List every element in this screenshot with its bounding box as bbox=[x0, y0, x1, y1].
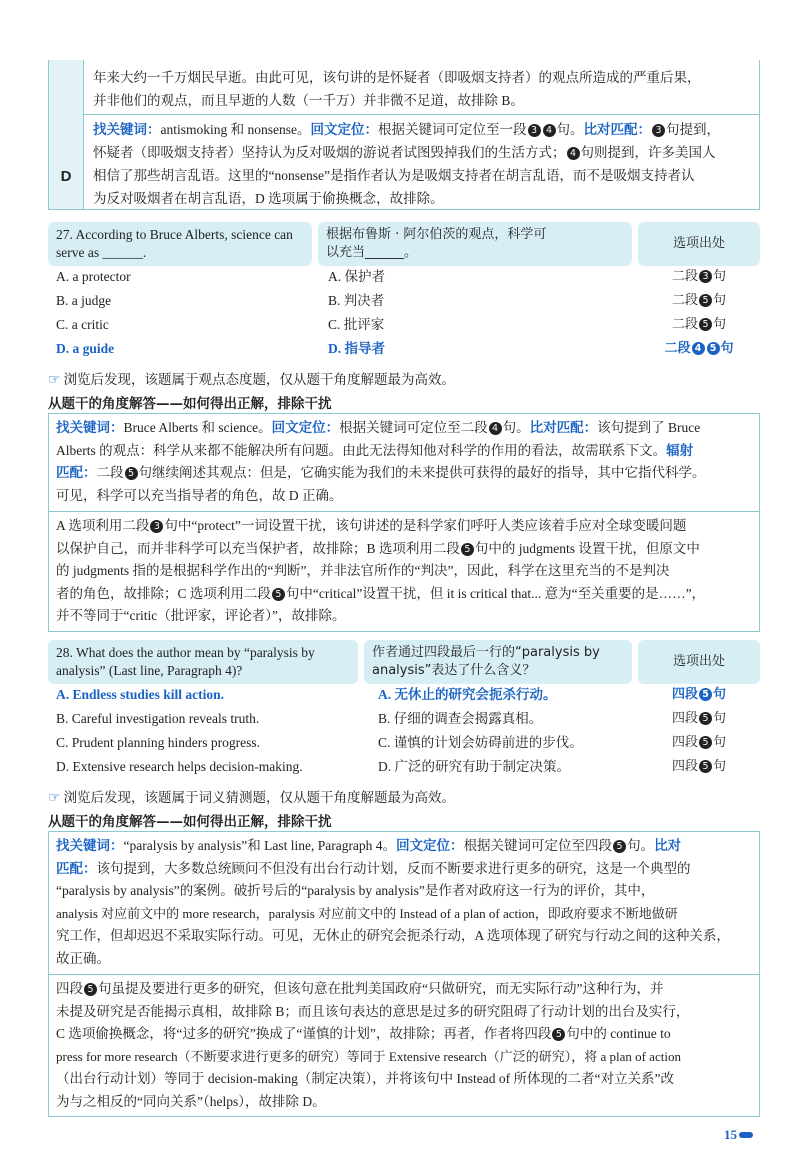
row-divider bbox=[83, 114, 759, 115]
pointing-hand-icon: ☞ bbox=[48, 790, 61, 806]
sentence-number-icon: 4 bbox=[692, 342, 705, 355]
sentence-number-icon: 5 bbox=[461, 543, 474, 556]
sentence-number-icon: 5 bbox=[272, 588, 285, 601]
sentence-number-icon: 3 bbox=[528, 124, 541, 137]
sentence-number-icon: 5 bbox=[699, 736, 712, 749]
q27-option-c: C. a critic C. 批评家 二段 5 句 bbox=[56, 317, 727, 332]
option-d-analysis: 找关键词：antismoking 和 nonsense。回文定位：根据关键词可定位至一段 3 4 句。比对匹配： 3 句提到， 怀疑者（即吸烟支持者）坚持认为反对吸烟的游说者试图毁掉我们的生活方式； 4 句则提到，许多美国人 相信了那些胡言乱语。这里的“nonsense”是指作者认为是吸烟支持者在胡言乱语，而不是吸烟支持者认 为反对吸烟者在胡言乱语，D 选项属于偷换概念，故排除。 bbox=[93, 122, 720, 206]
q28-source-header: 选项出处 bbox=[638, 640, 760, 684]
q26-table-continuation bbox=[48, 60, 760, 210]
sentence-number-icon: 5 bbox=[699, 688, 712, 701]
sentence-number-icon: 4 bbox=[543, 124, 556, 137]
q27-source-header: 选项出处 bbox=[638, 222, 760, 266]
q28-option-c: C. Prudent planning hinders progress. C. 谨慎的计划会妨碍前进的步伐。 四段 5 句 bbox=[56, 735, 727, 750]
sentence-number-icon: 5 bbox=[699, 760, 712, 773]
sentence-number-icon: 5 bbox=[699, 712, 712, 725]
q28-option-b: B. Careful investigation reveals truth. B. 仔细的调查会揭露真相。 四段 5 句 bbox=[56, 711, 727, 726]
answer-divider bbox=[49, 511, 759, 512]
sentence-number-icon: 5 bbox=[613, 840, 626, 853]
sentence-number-icon: 5 bbox=[552, 1028, 565, 1041]
sentence-number-icon: 5 bbox=[84, 983, 97, 996]
sentence-number-icon: 3 bbox=[652, 124, 665, 137]
q27-answer-box: 找关键词：Bruce Alberts 和 science。回文定位：根据关键词可定位至二段 4 句。比对匹配：该句提到了 Bruce Alberts 的观点：科学从来都不能解决所有问题。由此无法得知他对科学的作用的看法，故需联系下文。辐射 匹配：二段 5 句继续阐述其观点：但是，它确实能为我们的未来提供可获得的最好的指导，其中它指代科学。 可见，科学可以充当指导者的角色，故 D 正确。 A 选项利用二段 3 句中“protect”一词设置干扰，该句讲述的是科学家们呼吁人类应该着手应对全球变暖问题 以保护自己，而并非科学可以充当保护者，故排除；B 选项利用二段 5 句中的 judgments 设置干扰，但原文中 的 judgments 指的是根据科学作出的“判断”，并非法官所作的“判决”，因此，科学在这里充当的不是判决 者的角色，故排除；C 选项利用二段 5 句中“critical”设置干扰，但 it is critical that... 意为“至关重要的是……”， 并不等同于“critic（批评家，评论者）”，故排除。 bbox=[48, 413, 760, 632]
sentence-number-icon: 3 bbox=[699, 270, 712, 283]
q27-english-stem: 27. According to Bruce Alberts, science can serve as ______. bbox=[48, 222, 312, 266]
answer-divider bbox=[49, 974, 759, 975]
page-number: 15 bbox=[724, 1127, 753, 1143]
q27-option-a: A. a protector A. 保护者 二段 3 句 bbox=[56, 269, 727, 284]
q28-english-stem: 28. What does the author mean by “paralysis by analysis” (Last line, Paragraph 4)? bbox=[48, 640, 358, 684]
option-letter-column bbox=[49, 60, 84, 209]
q28-note: ☞ 浏览后发现，该题属于词义猜测题，仅从题干角度解题最为高效。 bbox=[48, 790, 456, 806]
sentence-number-icon: 3 bbox=[150, 520, 163, 533]
sentence-number-icon: 5 bbox=[699, 318, 712, 331]
option-letter-d: D bbox=[60, 168, 72, 185]
sentence-number-icon: 5 bbox=[699, 294, 712, 307]
q27-header bbox=[48, 222, 760, 266]
q27-chinese-stem: 根据布鲁斯 · 阿尔伯茨的观点，科学可 以充当______。 bbox=[318, 222, 632, 266]
q28-answer-box: 找关键词：“paralysis by analysis”和 Last line, Paragraph 4。回文定位：根据关键词可定位至四段 5 句。比对 匹配：该句提到，大多数总统顾问不但没有出台行动计划，反而不断要求进行更多的研究，这是一个典型的 “paralysis by analysis”的案例。破折号后的“paralysis by analysis”是作者对政府这一行为的评价，其中， analysis 对应前文中的 more research，paralysis 对应前文中的 Instead of a plan of action，即政府要求不断地做研 究工作，但却迟迟不采取实际行动。可见，无休止的研究会扼杀行动，A 选项体现了研究与行动之间的这种关系， 故正确。 四段 5 句虽提及要进行更多的研究，但该句意在批判美国政府“只做研究，而无实际行动”这种行为，并 未提及研究是否能揭示真相，故排除 B；而且该句表达的意思是过多的研究阻碍了行动计划的出台及实行， C 选项偷换概念，将“过多的研究”换成了“谨慎的计划”，故排除；再者，作者将四段 5 句中的 continue to press for more research（不断要求进行更多的研究）等同于 Extensive research（广泛的研究），将 a plan of action （出台行动计划）等同于 decision-making（制定决策），并将该句中 Instead of 所体现的二者“对立关系”改 为与之相反的“同向关系”（helps），故排除 D。 bbox=[48, 831, 760, 1117]
sentence-number-icon: 5 bbox=[707, 342, 720, 355]
sentence-number-icon: 4 bbox=[567, 147, 580, 160]
sentence-number-icon: 5 bbox=[125, 467, 138, 480]
q27-subhead: 从题干的角度解答——如何得出正解，排除干扰 bbox=[48, 396, 332, 412]
option-c-analysis: 年来大约一千万烟民早逝。由此可见，该句讲的是怀疑者（即吸烟支持者）的观点所造成的严重后果， 并非他们的观点，而且早逝的人数（一千万）并非微不足道，故排除 B。 bbox=[93, 70, 701, 108]
q28-chinese-stem: 作者通过四段最后一行的“paralysis by analysis”表达了什么含义？ bbox=[364, 640, 632, 684]
q28-subhead: 从题干的角度解答——如何得出正解，排除干扰 bbox=[48, 814, 332, 830]
page-marker-icon bbox=[739, 1132, 753, 1138]
sentence-number-icon: 4 bbox=[489, 422, 502, 435]
pointing-hand-icon: ☞ bbox=[48, 372, 61, 388]
q28-header bbox=[48, 640, 760, 684]
q28-option-d: D. Extensive research helps decision-making. D. 广泛的研究有助于制定决策。 四段 5 句 bbox=[56, 759, 727, 774]
q27-note: ☞ 浏览后发现，该题属于观点态度题，仅从题干角度解题最为高效。 bbox=[48, 372, 456, 388]
q27-option-b: B. a judge B. 判决者 二段 5 句 bbox=[56, 293, 727, 308]
q28-option-a-correct: A. Endless studies kill action. A. 无休止的研究会扼杀行动。 四段 5 句 bbox=[56, 687, 727, 702]
q27-option-d-correct: D. a guide D. 指导者 二段 4 5 句 bbox=[56, 341, 734, 356]
